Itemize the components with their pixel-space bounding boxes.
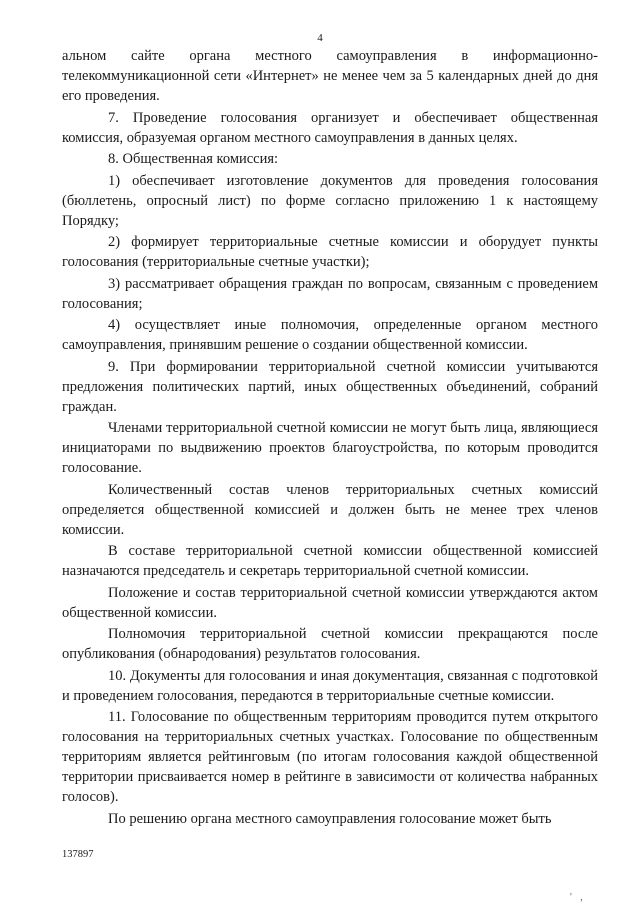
paragraph-composition: Количественный состав членов территориальных счетных комиссий определяется общественной комиссией и должен быть не менее трех членов комиссии. bbox=[62, 481, 598, 538]
paragraph-subitem-3: 3) рассматривает обращения граждан по вопросам, связанным с проведением голосования; bbox=[62, 275, 598, 312]
paragraph-subitem-2: 2) формирует территориальные счетные комиссии и оборудует пункты голосования (территориальные счетные участки); bbox=[62, 234, 598, 270]
paragraph-decision: По решению органа местного самоуправления голосование может быть bbox=[108, 810, 552, 827]
paragraph-members: Членами территориальной счетной комиссии не могут быть лица, являющиеся инициаторами по выдвижению проектов благоустройства, по которым проводится голосование. bbox=[62, 420, 598, 476]
paragraph-item-8: 8. Общественная комиссия: bbox=[108, 151, 279, 167]
scan-mark: ' , bbox=[570, 892, 586, 903]
paragraph-continuation: альном сайте органа местного самоуправления в информационно-телекоммуникационной сети «Интернет» не менее чем за 5 календарных дней до дня его проведения. bbox=[62, 48, 598, 104]
page-number: 4 bbox=[317, 32, 323, 44]
paragraph-subitem-4: 4) осуществляет иные полномочия, определенные органом местного самоуправления, принявшим решение о создании общественной комиссии. bbox=[62, 317, 598, 353]
paragraph-item-11: 11. Голосование по общественным территориям проводится путем открытого голосования на территориальных счетных участках. Голосование по общественным территориям является рейтинговым (по итогам голосования каждой общественной территории присваивается номер в рейтинге в зависимости от количества набранных голосов). bbox=[62, 709, 598, 805]
paragraph-regulation: Положение и состав территориальной счетной комиссии утверждаются актом общественной комиссии. bbox=[62, 584, 598, 621]
document-body bbox=[62, 46, 598, 830]
paragraph-item-9: 9. При формировании территориальной счетной комиссии учитываются предложения политических партий, иных общественных объединений, собраний граждан. bbox=[62, 358, 598, 415]
paragraph-chair-secretary: В составе территориальной счетной комиссии общественной комиссией назначаются председатель и секретарь территориальной счетной комиссии. bbox=[62, 543, 598, 579]
paragraph-item-7: 7. Проведение голосования организует и обеспечивает общественная комиссия, образуемая органом местного самоуправления в данных целях. bbox=[62, 109, 598, 146]
paragraph-powers: Полномочия территориальной счетной комиссии прекращаются после опубликования (обнародования) результатов голосования. bbox=[62, 626, 598, 662]
document-code: 137897 bbox=[62, 849, 94, 860]
paragraph-subitem-1: 1) обеспечивает изготовление документов для проведения голосования (бюллетень, опросный лист) по форме согласно приложению 1 к настоящему Порядку; bbox=[62, 172, 598, 229]
paragraph-item-10: 10. Документы для голосования и иная документация, связанная с подготовкой и проведением голосования, передаются в территориальные счетные комиссии. bbox=[62, 667, 598, 704]
